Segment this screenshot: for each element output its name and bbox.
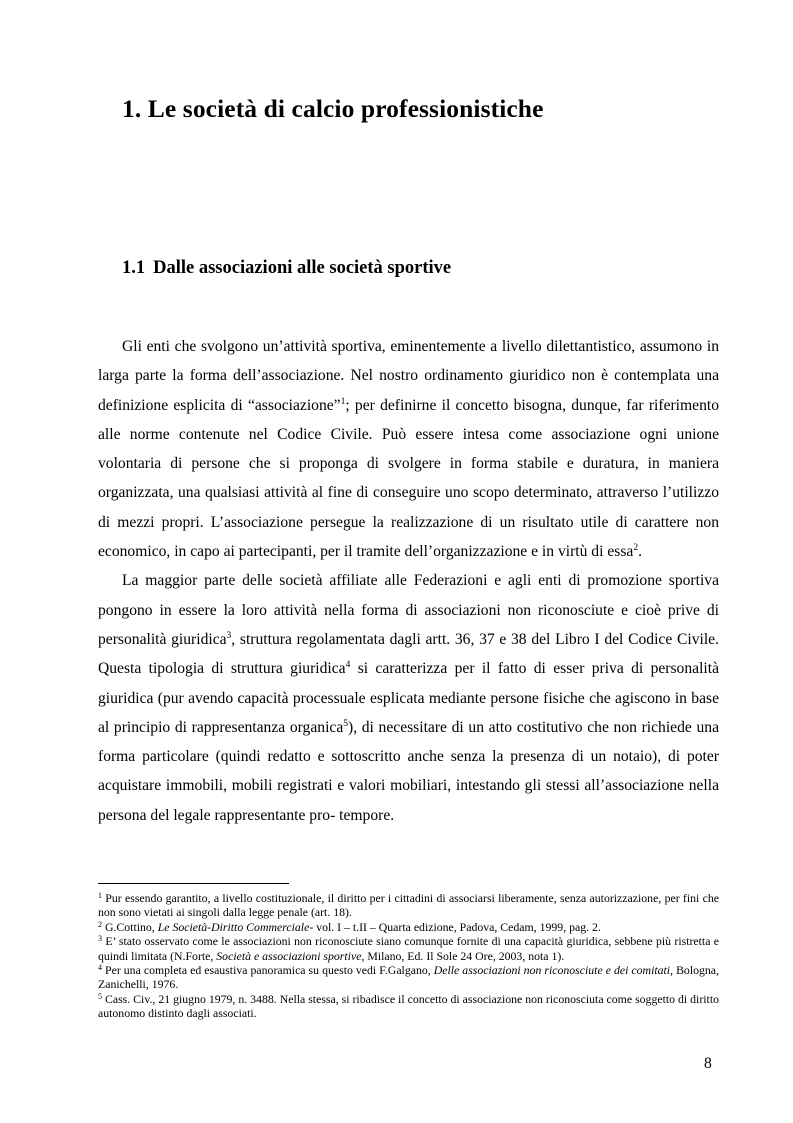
paragraph: La maggior parte delle società affiliate alle Federazioni e agli enti di promozione sportiva pongono in essere la loro attività nella forma di associazioni non riconosciute e cioè prive di personalità giuridica$^3$, struttura regolamentata dagli artt. 36, 37 e 38 del Libro I del Codice Civile. Questa tipologia di struttura giuridica$^4$ si caratterizza per il fatto di esser priva di personalità giuridica (pur avendo capacità processuale esplicata mediante persone fisiche che agiscono in base al principio di rappresentanza organica$^5$), di necessitare di un atto costitutivo che non richiede una forma particolare (quindi redatto e sottoscritto anche senza la presenza di un notaio), di poter acquistare immobili, mobili registrati e valori mobiliari, intestando gli stessi all’associazione nella persona del legale rappresentante pro- tempore. [98,572,719,824]
footnote-ref[interactable]: 5 [343,718,348,729]
footnote-number: 1 [98,891,102,900]
body-text [98,332,719,830]
footnote-number: 3 [98,934,102,944]
paragraph: Gli enti che svolgono un’attività sportiva, eminentemente a livello dilettantistico, assumono in larga parte la forma dell’associazione. Nel nostro ordinamento giuridico non è contemplata una definizione esplicita di “associazione”$^1$; per definirne il concetto bisogna, dunque, far riferimento alle norme contenute nel Codice Civile. Può essere intesa come associazione ogni unione volontaria di persone che si proponga di svolgere in forma stabile e duratura, in maniera organizzata, una qualsiasi attività al fine di conseguire uno scopo determinato, attraverso l’utilizzo di mezzi propri. L’associazione persegue la realizzazione di un risultato utile di carattere non economico, in capo ai partecipanti, per il tramite dell’organizzazione e in virtù di essa$^2$. [98,338,719,561]
footnote-ref[interactable]: 2 [633,543,639,554]
footnote: $^2$ G.Cottino, Le Società-Diritto Commerciale- vol. I – t.II – Quarta edizione, Padova, Cedam, 1999, pag. 2. [98,919,601,934]
footnotes [98,891,719,1021]
footnote-ref[interactable]: 1 [340,396,346,407]
footnote-ref[interactable]: 4 [345,660,351,671]
footnote-number: 2 [98,919,102,929]
footnote-separator [98,883,289,884]
chapter-title: 1. Le società di calcio professionistiche [122,94,544,123]
page-number: 8 [704,1055,712,1072]
footnote: $^4$ Per una completa ed esaustiva panoramica su questo vedi F.Galgano, Delle associazioni non riconosciute e dei comitati, Bologna, Zanichelli, 1976. [98,963,719,992]
footnote-number: 4 [98,963,102,973]
footnote-ref[interactable]: 3 [226,630,232,641]
section-title-text: Dalle associazioni alle società sportive [153,258,452,278]
section-number: 1.1 [122,258,146,278]
footnote: $^3$ E’ stato osservato come le associazioni non riconosciute siano comunque fornite di una capacità giuridica, sebbene più ristretta e quindi limitata (N.Forte, Società e associazioni sportive, Milano, Ed. Il Sole 24 Ore, 2003, nota 1). [98,934,719,963]
footnote-number: 5 [98,991,102,1001]
footnote: $^5$ Cass. Civ., 21 giugno 1979, n. 3488. Nella stessa, si ribadisce il concetto di associazione non riconosciuta come soggetto di diritto autonomo distinto dagli associati. [98,991,719,1021]
section-title [122,258,451,279]
footnote: $^1$ Pur essendo garantito, a livello costituzionale, il diritto per i cittadini di associarsi liberamente, senza autorizzazione, per fini che non sono vietati ai singoli dalla legge penale (art. 18). [98,891,719,920]
